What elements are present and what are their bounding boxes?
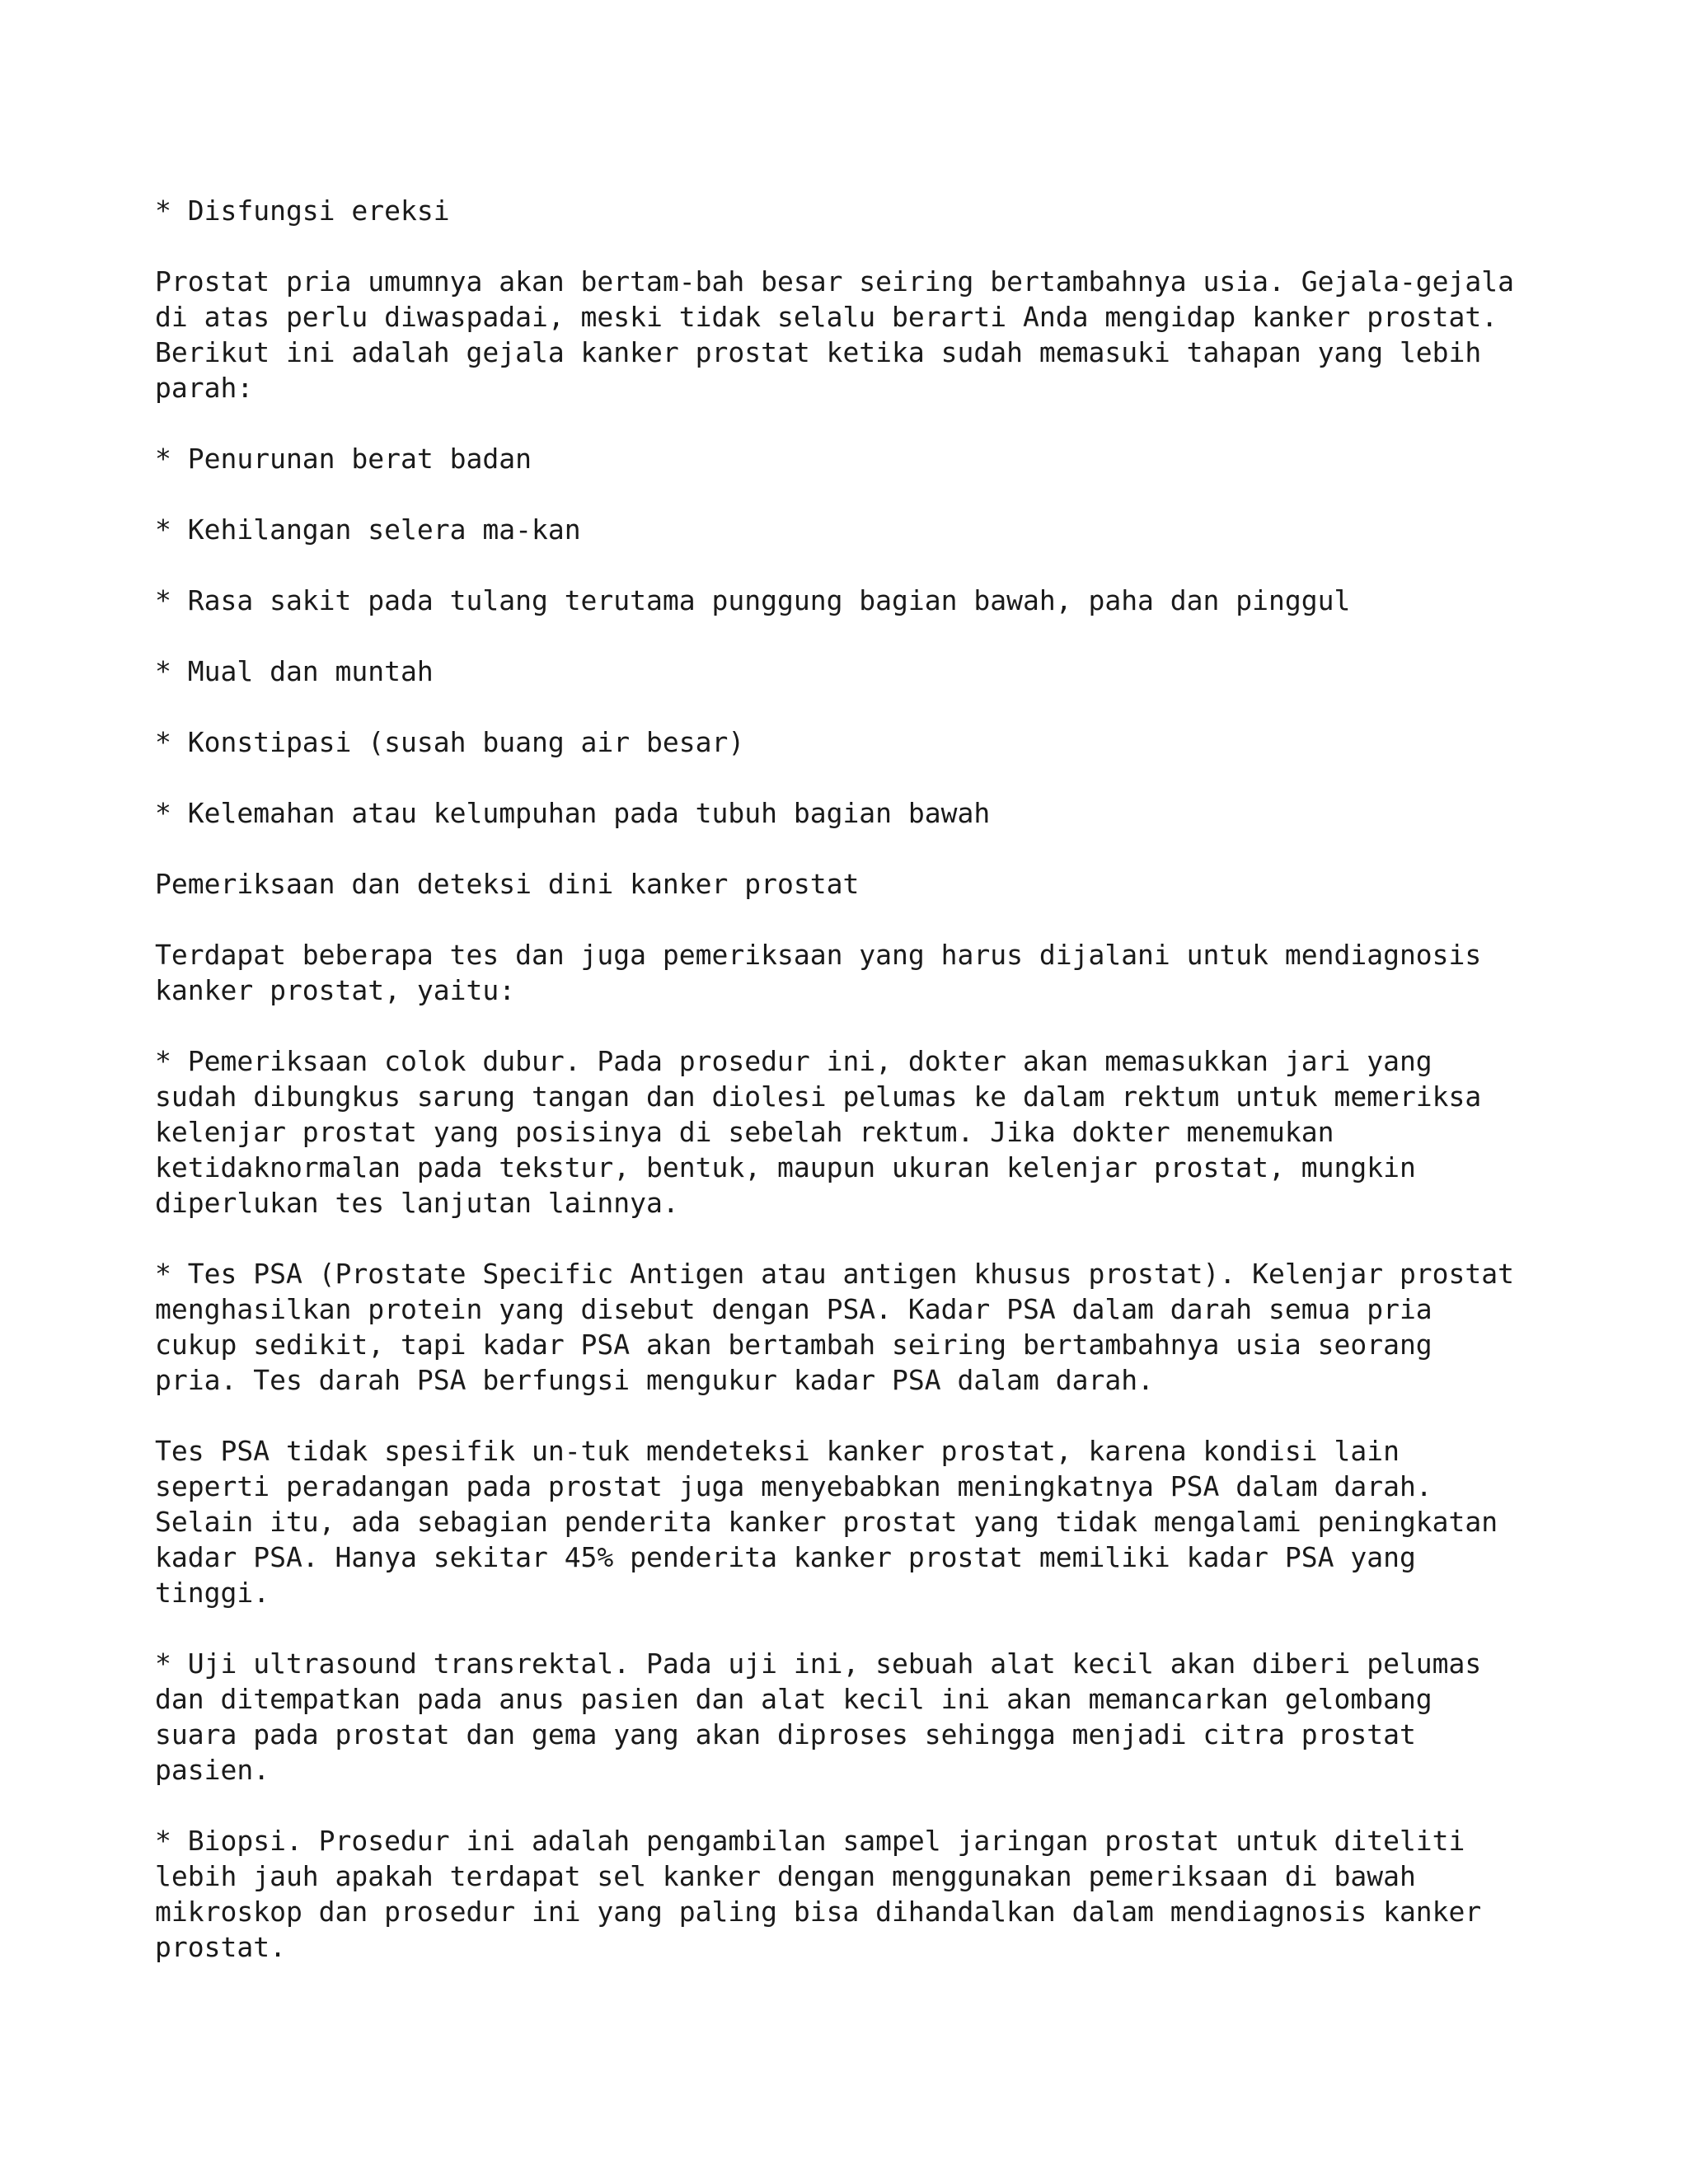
paragraph (155, 795, 1556, 831)
paragraph (155, 866, 1556, 902)
text-line: * Penurunan berat badan (155, 443, 532, 475)
paragraph (155, 1823, 1556, 1965)
text-line: menghasilkan protein yang disebut dengan PSA. Kadar PSA dalam darah semua pria (155, 1293, 1432, 1325)
text-line: * Kehilangan selera ma-kan (155, 513, 581, 546)
text-line: cukup sedikit, tapi kadar PSA akan bertambah seiring bertambahnya usia seorang (155, 1329, 1432, 1361)
text-line: * Tes PSA (Prostate Specific Antigen atau antigen khusus prostat). Kelenjar prostat (155, 1258, 1515, 1290)
text-line: kelenjar prostat yang posisinya di sebelah rektum. Jika dokter menemukan (155, 1116, 1334, 1148)
paragraph (155, 1043, 1556, 1221)
text-line: kanker prostat, yaitu: (155, 974, 516, 1006)
text-line: di atas perlu diwaspadai, meski tidak selalu berarti Anda mengidap kanker prostat. (155, 301, 1498, 333)
text-line: suara pada prostat dan gema yang akan diproses sehingga menjadi citra prostat (155, 1718, 1416, 1750)
paragraph (155, 654, 1556, 689)
text-line: Selain itu, ada sebagian penderita kanker prostat yang tidak mengalami peningkatan (155, 1506, 1498, 1538)
text-line: dan ditempatkan pada anus pasien dan alat kecil ini akan memancarkan gelombang (155, 1683, 1432, 1715)
text-line: * Rasa sakit pada tulang terutama punggung bagian bawah, paha dan pinggul (155, 584, 1351, 616)
text-line: pasien. (155, 1754, 270, 1786)
paragraph (155, 1433, 1556, 1610)
text-line: lebih jauh apakah terdapat sel kanker dengan menggunakan pemeriksaan di bawah (155, 1860, 1416, 1892)
text-line: * Disfungsi ereksi (155, 194, 450, 227)
text-line: Berikut ini adalah gejala kanker prostat ketika sudah memasuki tahapan yang lebih (155, 336, 1482, 368)
paragraph (155, 264, 1556, 405)
text-line: * Konstipasi (susah buang air besar) (155, 726, 745, 758)
text-line: prostat. (155, 1931, 286, 1963)
paragraph (155, 1646, 1556, 1788)
text-line: seperti peradangan pada prostat juga menyebabkan meningkatnya PSA dalam darah. (155, 1470, 1432, 1502)
text-line: sudah dibungkus sarung tangan dan diolesi pelumas ke dalam rektum untuk memeriksa (155, 1080, 1482, 1113)
text-line: kadar PSA. Hanya sekitar 45% penderita kanker prostat memiliki kadar PSA yang (155, 1541, 1416, 1573)
text-line: Prostat pria umumnya akan bertam-bah besar seiring bertambahnya usia. Gejala-gejala (155, 265, 1515, 298)
text-line: * Uji ultrasound transrektal. Pada uji ini, sebuah alat kecil akan diberi pelumas (155, 1647, 1482, 1680)
text-line: * Kelemahan atau kelumpuhan pada tubuh bagian bawah (155, 797, 991, 829)
text-line: * Pemeriksaan colok dubur. Pada prosedur ini, dokter akan memasukkan jari yang (155, 1045, 1432, 1077)
text-line: ketidaknormalan pada tekstur, bentuk, maupun ukuran kelenjar prostat, mungkin (155, 1151, 1416, 1183)
text-line: Tes PSA tidak spesifik un-tuk mendeteksi kanker prostat, karena kondisi lain (155, 1435, 1400, 1467)
text-line: parah: (155, 372, 254, 404)
paragraph (155, 583, 1556, 618)
text-line: Terdapat beberapa tes dan juga pemeriksaan yang harus dijalani untuk mendiagnosis (155, 939, 1482, 971)
text-line: pria. Tes darah PSA berfungsi mengukur kadar PSA dalam darah. (155, 1364, 1154, 1396)
text-line: tinggi. (155, 1577, 270, 1609)
paragraph (155, 441, 1556, 476)
paragraph (155, 1256, 1556, 1398)
text-line: Pemeriksaan dan deteksi dini kanker prostat (155, 868, 860, 900)
text-line: mikroskop dan prosedur ini yang paling bisa dihandalkan dalam mendiagnosis kanker (155, 1896, 1482, 1928)
paragraph (155, 937, 1556, 1008)
text-line: * Mual dan muntah (155, 655, 434, 687)
paragraph (155, 512, 1556, 547)
document-body (155, 193, 1556, 2000)
paragraph (155, 193, 1556, 228)
paragraph (155, 724, 1556, 760)
text-line: diperlukan tes lanjutan lainnya. (155, 1187, 679, 1219)
text-line: * Biopsi. Prosedur ini adalah pengambilan sampel jaringan prostat untuk diteliti (155, 1825, 1465, 1857)
